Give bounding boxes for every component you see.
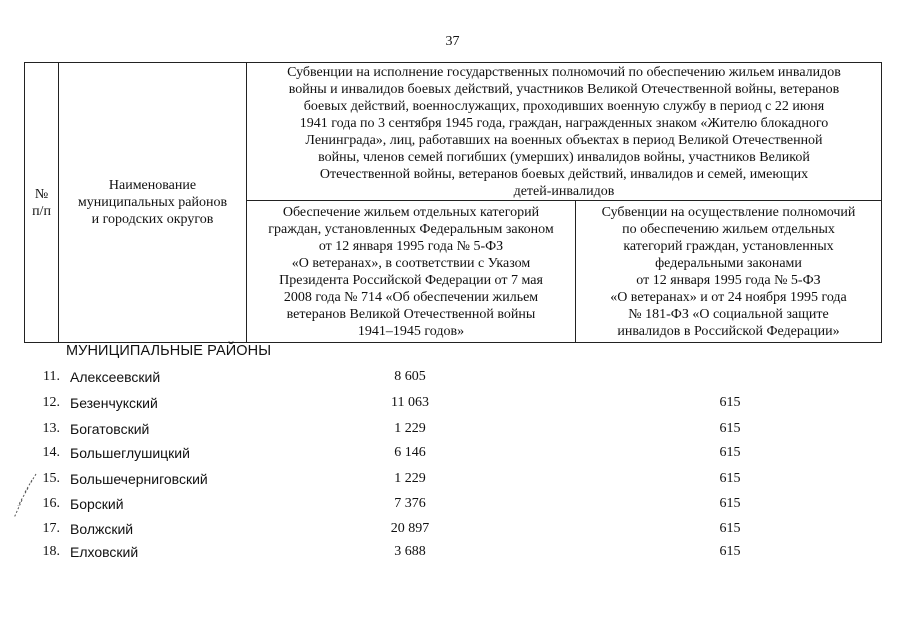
header-sub2-text [602, 204, 856, 340]
header-sub2-cell [575, 200, 882, 343]
table-row [0, 445, 905, 469]
district-name: Волжский [70, 521, 134, 537]
header-num-line: п/п [32, 203, 51, 219]
header-sub1-line: граждан, установленных Федеральным законом [268, 221, 554, 237]
subvention-value: 615 [719, 521, 741, 536]
header-sub2-line: «О ветеранах» и от 24 ноября 1995 года [610, 289, 847, 305]
header-main-line: 1941 года по 3 сентября 1945 года, граждан, награжденных знаком «Жителю блокадного [299, 115, 829, 131]
section-title: МУНИЦИПАЛЬНЫЕ РАЙОНЫ [66, 343, 272, 359]
handwritten-mark-icon [12, 470, 42, 530]
row-number: 15. [42, 471, 60, 486]
header-name-line: Наименование [108, 178, 197, 193]
subvention-value: 615 [719, 395, 741, 410]
district-name: Борский [70, 496, 124, 512]
district-name: Большечерниговский [70, 471, 208, 487]
page-number: 37 [445, 34, 460, 49]
row-number: 11. [43, 369, 60, 384]
table-row [0, 471, 905, 495]
subvention-value: 615 [719, 544, 741, 559]
housing-value: 1 229 [394, 421, 426, 436]
header-sub1-line: ветеранов Великой Отечественной войны [286, 306, 536, 322]
header-name-line: муниципальных районов [77, 195, 228, 210]
header-name-cell [58, 62, 247, 343]
header-main-line: Отечественной войны, ветеранов боевых действий, инвалидов и семей, имеющих [319, 166, 809, 182]
header-main-cell [246, 62, 882, 201]
header-sub2-line: федеральными законами [655, 255, 802, 271]
header-main-line: боевых действий, военнослужащих, проходивших военную службу в период с 22 июня [303, 98, 825, 114]
row-number: 14. [42, 445, 60, 460]
row-number: 17. [42, 521, 60, 536]
district-name: Алексеевский [70, 369, 161, 385]
table-row [0, 521, 905, 545]
district-name: Большеглушицкий [70, 445, 190, 461]
header-main-line: Субвенции на исполнение государственных полномочий по обеспечению жильем инвалидов [287, 64, 841, 80]
header-sub2-line: инвалидов в Российской Федерации» [617, 323, 840, 339]
housing-value: 7 376 [394, 496, 426, 511]
subvention-value: 615 [719, 496, 741, 511]
header-sub1-text [268, 204, 554, 340]
header-main-text [287, 64, 841, 200]
housing-value: 11 063 [391, 395, 429, 410]
header-main-line: войны, членов семей погибших (умерших) инвалидов войны, участников Великой [318, 149, 810, 165]
district-name: Богатовский [70, 421, 150, 437]
header-sub1-line: 2008 года № 714 «Об обеспечении жильем [283, 289, 539, 305]
table-row [0, 544, 905, 568]
row-number: 16. [42, 496, 60, 511]
header-name-line: и городских округов [91, 212, 214, 227]
housing-value: 6 146 [394, 445, 426, 460]
header-sub2-line: от 12 января 1995 года № 5-ФЗ [636, 272, 821, 288]
housing-value: 8 605 [394, 369, 426, 384]
header-sub1-cell [246, 200, 576, 343]
header-main-line: детей-инвалидов [513, 183, 615, 199]
header-name-text [78, 177, 227, 228]
table-row [0, 496, 905, 520]
row-number: 18. [42, 544, 60, 559]
header-sub2-line: № 181-ФЗ «О социальной защите [628, 306, 829, 322]
header-sub1-line: от 12 января 1995 года № 5-ФЗ [318, 238, 504, 254]
header-sub2-line: категорий граждан, установленных [623, 238, 834, 254]
header-sub1-line: Обеспечение жильем отдельных категорий [282, 204, 540, 220]
housing-value: 1 229 [394, 471, 426, 486]
table-row [0, 395, 905, 419]
row-number: 13. [42, 421, 60, 436]
table-row [0, 421, 905, 445]
row-number: 12. [42, 395, 60, 410]
header-sub2-line: по обеспечению жильем отдельных [622, 221, 835, 237]
header-num-text [32, 186, 51, 220]
housing-value: 3 688 [394, 544, 426, 559]
subvention-value: 615 [719, 471, 741, 486]
housing-value: 20 897 [390, 521, 430, 536]
header-sub1-line: 1941–1945 годов» [357, 323, 465, 339]
header-main-line: войны и инвалидов боевых действий, участников Великой Отечественной войны, ветеранов [288, 81, 840, 97]
header-num-cell [24, 62, 59, 343]
header-sub2-line: Субвенции на осуществление полномочий [601, 204, 856, 220]
header-num-line: № [34, 186, 49, 202]
header-sub1-line: «О ветеранах», в соответствии с Указом [291, 255, 531, 271]
table-row [0, 369, 905, 393]
header-main-line: Ленинграда», лиц, работавших на военных объектах в период Великой Отечественной [305, 132, 823, 148]
district-name: Безенчукский [70, 395, 158, 411]
header-sub1-line: Президента Российской Федерации от 7 мая [279, 272, 543, 288]
subvention-value: 615 [719, 421, 741, 436]
district-name: Елховский [70, 544, 139, 560]
subvention-value: 615 [719, 445, 741, 460]
